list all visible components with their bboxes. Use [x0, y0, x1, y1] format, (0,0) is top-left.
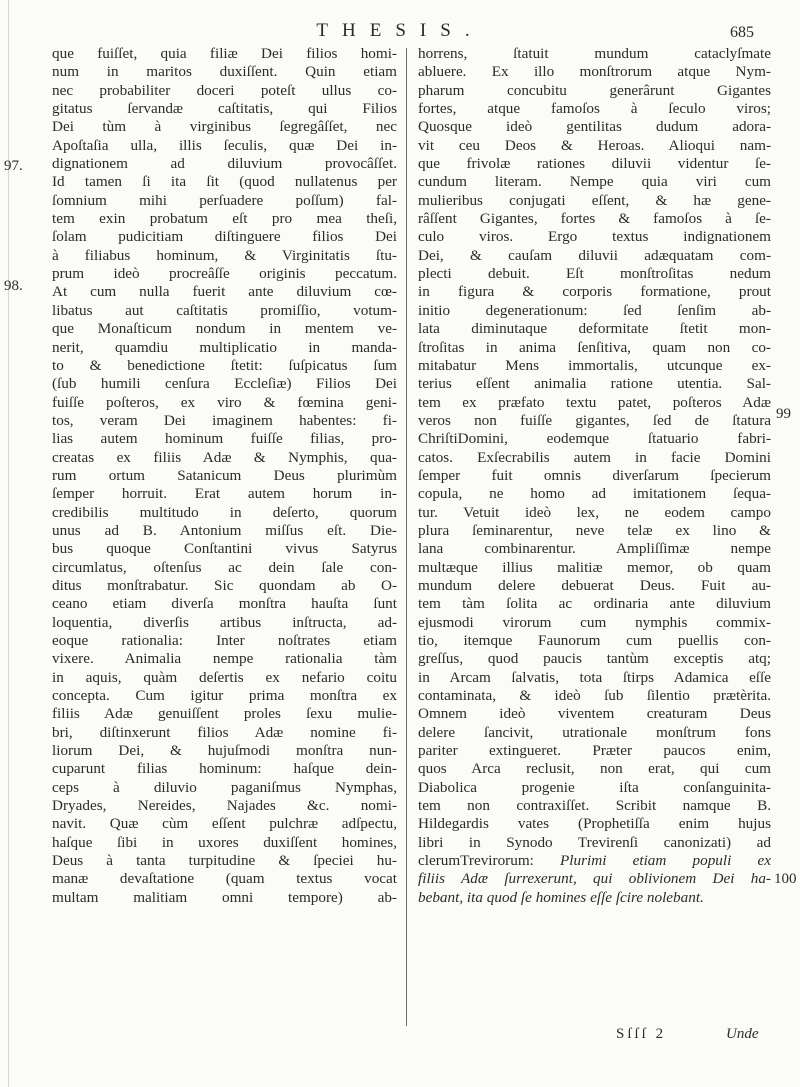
text-line: concepta. Cum igitur prima monſtra ex: [52, 687, 397, 705]
margin-number: 98.: [4, 278, 23, 294]
text-line: Dei, & cauſam diluvii adæquatam com-: [418, 246, 771, 264]
text-line: à filiabus hominum, & Virginitatis ſtu-: [52, 246, 397, 264]
text-line: Dei tùm à virginibus ſegregâſſet, nec: [52, 118, 397, 136]
text-line: veros non fuiſſe gigantes, ſed de ſtatura: [418, 411, 771, 429]
text-line: que frivolæ rationes diluvii videntur ſe-: [418, 155, 771, 173]
text-line: in figura & corporis formatione, prout: [418, 283, 771, 301]
text-line: in aquis, quàm deſertis ex nefario coitu: [52, 668, 397, 686]
text-line: fuiſſe poſteros, ex viro & fœmina geni-: [52, 393, 397, 411]
text-line: filiis Adæ ſurrexerunt, qui oblivionem Dei ha-: [418, 870, 771, 888]
text-line: libri in Synodo Trevirenſi canonizati) ad: [418, 833, 771, 851]
text-line: eoque rationalia: Inter noſtrates etiam: [52, 632, 397, 649]
column-rule: [406, 48, 407, 1026]
text-line: terius eſſent animalia ratione utentia. Sal-: [418, 375, 771, 393]
running-title: THESIS.: [316, 20, 484, 41]
text-line: greſſus, quod paucis tantùm exceptis atq;: [418, 650, 771, 668]
text-line: abluere. Ex illo monſtrorum atque Nym-: [418, 63, 771, 81]
text-line: pharum concubitu generârunt Gigantes: [418, 81, 771, 99]
text-line: lias autem hominum fuiſſe filias, pro-: [52, 430, 397, 448]
text-line: Quosque ideò gentilitas dudum adora-: [418, 118, 771, 136]
text-line: prum ideò procreâſſe originis peccatum.: [52, 265, 397, 283]
margin-number: 100: [774, 871, 797, 887]
text-line: vit ceu Deos & Heroas. Alioqui nam-: [418, 136, 771, 154]
text-line: ſemper horruit. Erat autem horum in-: [52, 485, 397, 503]
text-line: in Arcam ſalvatis, tota ſtirps Adamica eſſe: [418, 668, 771, 686]
text-line: tur. Vetuit ideò lex, ne eodem campo: [418, 503, 771, 521]
text-line: tem non contraxiſſet. Scribit namque B.: [418, 797, 771, 815]
text-line: [418, 852, 771, 870]
text-line: catos. Exſecrabilis autem in facie Domini: [418, 448, 771, 466]
text-line: Deus à tanta turpitudine & ſpeciei hu-: [52, 852, 397, 870]
text-line: (ſub humili cenſura Eccleſiæ) Filios Dei: [52, 375, 397, 393]
text-line: contaminata, & ideò ſub ſilentio prætèrita.: [418, 687, 771, 705]
text-line: lana combinarentur. Ampliſſimæ nempe: [418, 540, 771, 558]
text-line: nec probabiliter doceri poteſt ullus co-: [52, 81, 397, 99]
text-line: pariter extingueret. Præter paucos enim,: [418, 742, 771, 760]
text-line: ChriſtiDomini, eodemque ſtatuario fabri-: [418, 430, 771, 448]
text-line: tio, itemque Faunorum cum puellis con-: [418, 632, 771, 649]
text-line: mundum delere debuerat Deus. Fuit au-: [418, 576, 771, 594]
text-line: filiis Adæ genuiſſent proles ſexu mulie-: [52, 705, 397, 723]
text-line: multam malitiam omni tempore) ab-: [52, 888, 397, 906]
text-line: Dryades, Nereides, Najades &c. nomi-: [52, 797, 397, 815]
text-line: tem ex præfato textu patet, poſteros Adæ: [418, 393, 771, 411]
text-line: tem exin probatum eſt pro mea theſi,: [52, 210, 397, 228]
text-line: multæque illius malitiæ memor, ob quam: [418, 558, 771, 576]
text-line: ſolam pudicitiam diſtinguere filios Dei: [52, 228, 397, 246]
text-line: Diabolica progenie iſta conſanguinita-: [418, 778, 771, 796]
text-line: quos Arca reclusit, non erat, qui cum: [418, 760, 771, 778]
text-line: ſemper fuit omnis diverſarum ſpecierum: [418, 466, 771, 484]
text-line: At cum nulla fuerit ante diluvium cœ-: [52, 283, 397, 301]
text-line: dignationem ad diluvium provocâſſet.: [52, 155, 397, 173]
text-line: ejusmodi virorum cum nymphis commix-: [418, 613, 771, 631]
text-line: haſque ſibi in uxores duxiſſent homines,: [52, 833, 397, 851]
text-line: mitabatur Mens immortalis, utcunque ex-: [418, 356, 771, 374]
text-line: vixere. Animalia nempe rationalia tàm: [52, 650, 397, 668]
text-line: copula, ne homo ad imitationem ſequa-: [418, 485, 771, 503]
text-line: râſſent Gigantes, fortes & famoſos à ſe-: [418, 210, 771, 228]
italic-quote-start: Plurimi etiam populi ex: [560, 852, 771, 870]
text-line: que Monaſticum nondum in mentem ve-: [52, 320, 397, 338]
text-line: circumlatus, oſtenſus ac dein ſale con-: [52, 558, 397, 576]
text-line: libatus aut caſtitatis promiſſio, votum-: [52, 301, 397, 319]
text-line: num in maritos duxiſſent. Quin etiam: [52, 63, 397, 81]
margin-number: 99: [776, 406, 791, 422]
text-line: bebant, ita quod ſe homines eſſe ſcire nolebant.: [418, 888, 704, 906]
text-line: gitatus ſervandæ caſtitatis, qui Filios: [52, 100, 397, 118]
text-line: bri, diſtinxerunt filios Adæ nomine fi-: [52, 723, 397, 741]
margin-number: 97.: [4, 158, 23, 174]
text-line: plecti debuit. Eſt monſtroſitas nedum: [418, 265, 771, 283]
text-line: cundum literam. Nempe quia viri cum: [418, 173, 771, 191]
text-line: navit. Quæ cùm eſſent pulchræ adſpectu,: [52, 815, 397, 833]
text-line: manæ devaſtatione (quam textus vocat: [52, 870, 397, 888]
text-line: culo viros. Ergo textus indignationem: [418, 228, 771, 246]
text-line: mulieribus conjugati eſſent, & hæ gene-: [418, 191, 771, 209]
text-line: bus quoque Conſtantini vivus Satyrus: [52, 540, 397, 558]
text-line: credibilis multitudo in deſerto, quorum: [52, 503, 397, 521]
text-line: liorum Dei, & hujuſmodi monſtra nun-: [52, 742, 397, 760]
text-line: to & benedictione ſtetit: ſuſpicatus ſum: [52, 356, 397, 374]
text-line: ceano etiam diverſa monſtra hauſta ſunt: [52, 595, 397, 613]
text-line: tos, veram Dei imaginem habentes: fi-: [52, 411, 397, 429]
text-line: loquentia, diverſis artibus inſtructa, ad-: [52, 613, 397, 631]
text-line: initio degenerationum: ſed ſenſim ab-: [418, 301, 771, 319]
text-line: que fuiſſet, quia filiæ Dei filios homi-: [52, 45, 397, 62]
text-line: Id tamen ſi ita ſit (quod nullatenus per: [52, 173, 397, 191]
text-line: ſomnium mihi perſuadere poſſum) fal-: [52, 191, 397, 209]
signature-mark: Sſſſ 2: [616, 1026, 667, 1042]
left-column: [52, 45, 397, 907]
text-line: nerit, quamdiu multiplicatio in manda-: [52, 338, 397, 356]
text-line: ditus monſtrabatur. Sic quondam ab O-: [52, 576, 397, 594]
text-line: fortes, atque famoſos à ſeculo viros;: [418, 100, 771, 118]
text-line: ceps à diluvio paganiſmus Nymphas,: [52, 778, 397, 796]
text-line: ſtroſitas in anima ſenſitiva, quam non co-: [418, 338, 771, 356]
text-line: Hildegardis vates (Prophetiſſa enim hujus: [418, 815, 771, 833]
text-line: horrens, ſtatuit mundum cataclyſmate: [418, 45, 771, 62]
page-number: 685: [730, 24, 754, 41]
text-line: lata diminutaque deformitate ſtetit mon-: [418, 320, 771, 338]
text-line: plura ſeminarentur, neve telæ ex lino &: [418, 521, 771, 539]
text-line: rum ortum Satanicum Deus plurimùm: [52, 466, 397, 484]
running-head: [0, 20, 800, 42]
text-line: unus ad B. Antonium miſſus eſt. Die-: [52, 521, 397, 539]
text-line: tem tàm ſolita ac ordinaria ante diluvium: [418, 595, 771, 613]
text-line: delere ſancivit, utrationale monſtrum fons: [418, 723, 771, 741]
text-line: cuparunt filias hominum: haſque dein-: [52, 760, 397, 778]
text-line: Apoſtaſia ulla, illis ſeculis, quæ Dei in-: [52, 136, 397, 154]
right-column: [418, 45, 771, 907]
text-line: creatas ex filiis Adæ & Nymphis, qua-: [52, 448, 397, 466]
catchword: Unde: [726, 1026, 759, 1042]
text-line: Omnem ideò viventem creaturam Deus: [418, 705, 771, 723]
text-fragment: clerumTrevirorum:: [418, 852, 561, 870]
